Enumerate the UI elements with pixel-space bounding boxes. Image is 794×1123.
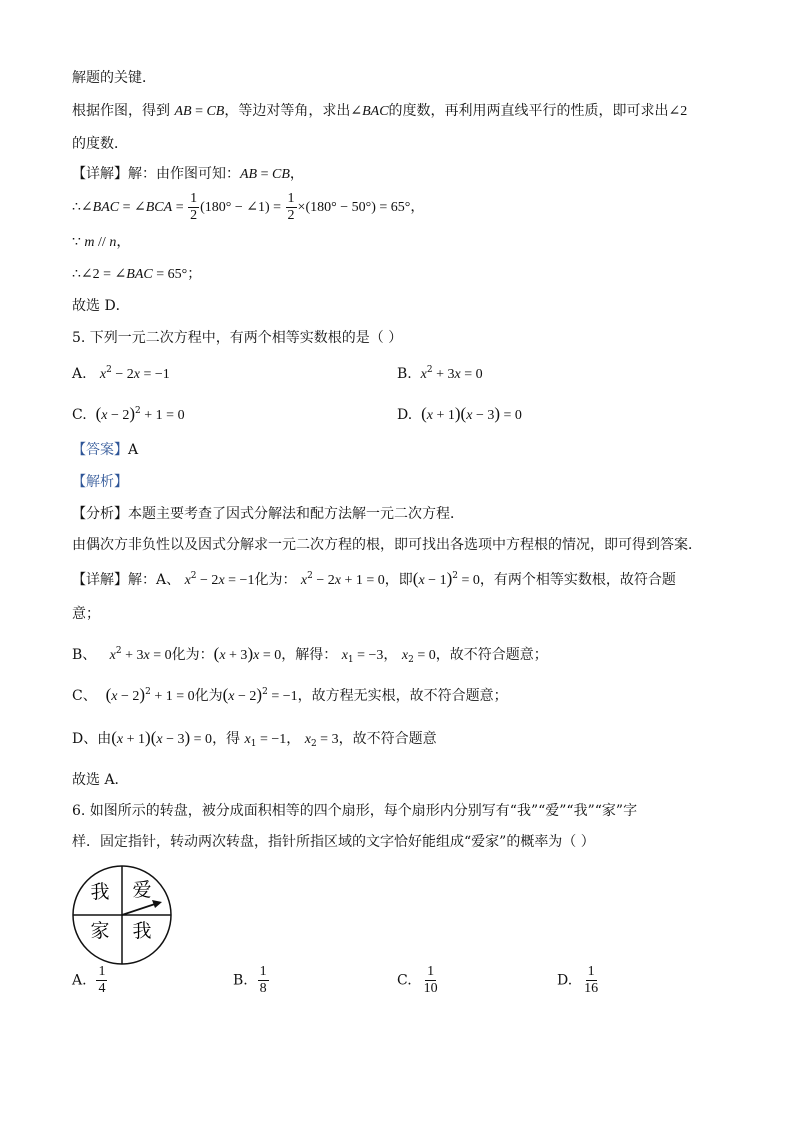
option-fraction: $\frac{1}{4}$ (98, 964, 106, 996)
text: C、 (72, 688, 97, 704)
text: ，解得： (281, 647, 338, 663)
q5-option-d[interactable]: D. (x + 1)(x − 3) = 0 (397, 404, 522, 423)
q5-fenxi: 【分析】本题主要考查了因式分解法和配方法解一元二次方程． (72, 506, 464, 522)
q6-option-c[interactable] (397, 964, 441, 997)
fraction-half: $\frac{1}{2}$ (287, 190, 295, 223)
q6-stem-1: 6. 如图所示的转盘，被分成面积相等的四个扇形，每个扇形内分别写有“我”“爱”“我”“家”字 (72, 803, 638, 819)
math-ab-cb: AB (174, 104, 192, 119)
text: 的度数，再利用两直线平行的性质，即可求出 (388, 103, 669, 119)
text: 【详解】解：A、 (72, 572, 181, 588)
text-line-1: 解题的关键． (72, 70, 156, 86)
spinner-wheel (70, 863, 174, 967)
q5-analysis-tag: 【解析】 (72, 474, 128, 490)
q5-fenxi-2: 由偶次方非负性以及因式分解求一元二次方程的根，即可找出各选项中方程根的情况，即可得到答案． (72, 537, 702, 553)
q5-stem: 5. 下列一元二次方程中，有两个相等实数根的是（ ） (72, 330, 403, 346)
text: 化为： (171, 647, 214, 663)
option-label: D. (397, 407, 413, 423)
q5-detail-d: D、由(x + 1)(x − 3) = 0，得 $x_1 = -1$， $x_2 = 3$，故不符合题意 (72, 728, 437, 749)
text-line-4: 【详解】解：由作图可知：AB = CB， (72, 166, 304, 182)
q5-answer (72, 440, 138, 460)
option-label: D. (557, 972, 573, 989)
answer-tag: 【答案】 (72, 442, 128, 458)
text: ，有两个相等实数根，故符合题 (479, 572, 676, 588)
sector-bottom-right: 我 (132, 920, 152, 942)
fraction-half: $\frac{1}{2}$ (190, 190, 198, 223)
text: ，故不符合题意； (435, 647, 548, 663)
option-label: B. (397, 366, 412, 382)
text: 根据作图，得到 (72, 103, 170, 119)
text-line-choose-d: 故选 D． (72, 298, 130, 314)
text: 化为 (194, 688, 223, 704)
answer-value: A (128, 442, 139, 458)
q5-option-b[interactable]: B. $x^2 + 3x = 0$ (397, 365, 483, 382)
text: B、 (72, 647, 97, 663)
option-label: A. (72, 366, 87, 382)
q5-detail-c: C、 $(x - 2)^2 + 1 = 0$化为$(x - 2)^2 = -1$，故方程无实根，故不符合题意； (72, 685, 508, 704)
option-label: A. (72, 972, 87, 989)
option-fraction: $\frac{1}{16}$ (584, 964, 599, 996)
q6-option-a[interactable] (72, 964, 108, 997)
text: ，得 (212, 731, 241, 747)
text-line-mn: ∵ m // n， (72, 234, 131, 250)
formula-bac: ∴∠BAC = ∠BCA = $\frac{1}{2}$ (180° − ∠1) = $\frac{1}{2}$ ×(180° − 50°) = 65°， (72, 190, 425, 223)
option-label: C. (72, 407, 87, 423)
text-line-3: 的度数． (72, 136, 128, 152)
q6-stem-2: 样．固定指针，转动两次转盘，指针所指区域的文字恰好能组成“爱家”的概率为（ ） (72, 834, 595, 850)
option-label: C. (397, 972, 412, 989)
text-line-2: 根据作图，得到 AB = CB，等边对等角，求出∠BAC的度数，再利用两直线平行的性质，即可求出∠2 (72, 103, 688, 119)
text: D、由 (72, 731, 112, 747)
q5-option-a[interactable]: A. $x^2 - 2x = -1$ (72, 365, 170, 382)
q5-end: 故选 A． (72, 772, 129, 788)
q5-detail-a-cont: 意； (72, 606, 100, 622)
text-line-angle2: ∴∠2 = ∠BAC = 65°； (72, 266, 202, 282)
text: ，故方程无实根，故不符合题意； (297, 688, 508, 704)
option-fraction: $\frac{1}{10}$ (423, 964, 438, 996)
q6-option-b[interactable] (233, 964, 270, 997)
q5-option-c[interactable]: C. $(x - 2)^2 + 1 = 0$ (72, 404, 185, 423)
text: 【详解】解：由作图可知： (72, 166, 240, 182)
text: ，即 (384, 572, 413, 588)
option-label: B. (233, 972, 248, 989)
sector-top-left: 我 (90, 881, 110, 903)
q6-option-d[interactable] (557, 964, 601, 997)
sector-top-right: 爱 (132, 879, 152, 901)
sector-bottom-left: 家 (90, 920, 110, 942)
q5-detail-a: 【详解】解：A、 $x^2 - 2x = -1$化为： $x^2 - 2x + 1 = 0$，即$(x - 1)^2 = 0$，有两个相等实数根，故符合题 (72, 569, 676, 588)
option-fraction: $\frac{1}{8}$ (259, 964, 267, 996)
q5-detail-b: B、 $x^2 + 3x = 0$化为：(x + 3)x = 0，解得： $x_1 = -3$， $x_2 = 0$，故不符合题意； (72, 644, 548, 665)
text: 化为： (254, 572, 297, 588)
text: ，故不符合题意 (338, 731, 437, 747)
text: ，等边对等角，求出 (224, 103, 351, 119)
